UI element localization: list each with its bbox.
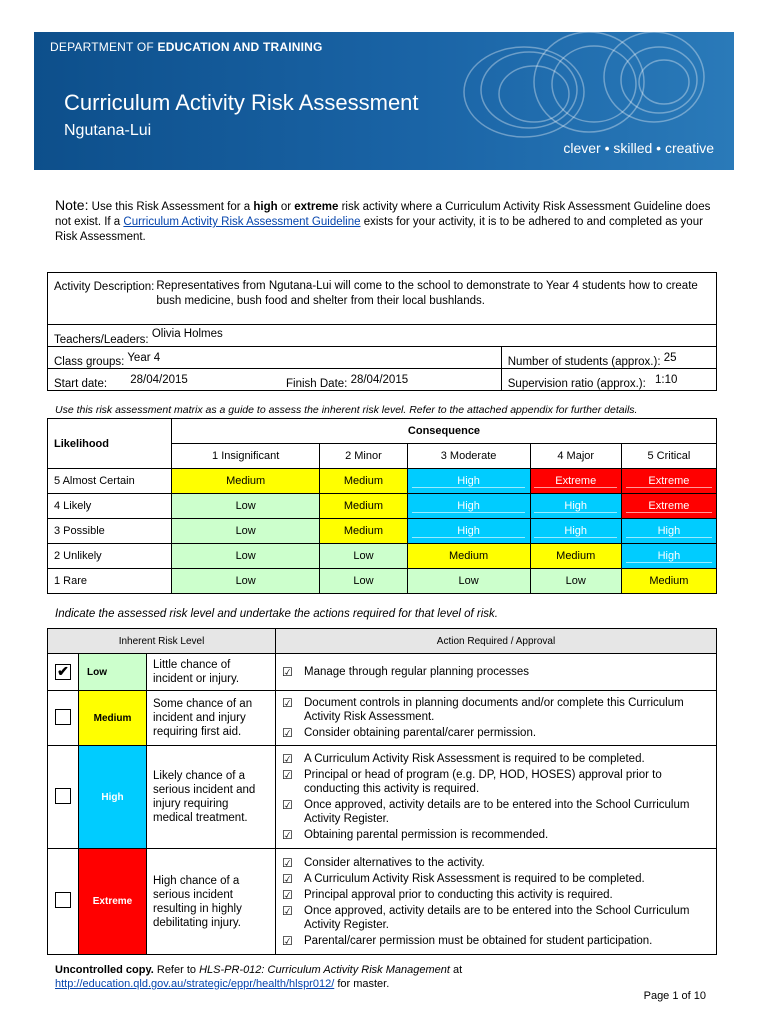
risk-actions-table (47, 628, 717, 955)
action-item-text: Parental/carer permission must be obtained for student participation. (304, 934, 653, 947)
checkbox-cell (48, 746, 79, 849)
checked-box-icon: ☑ (282, 903, 293, 918)
risk-level-text: Medium (343, 525, 383, 537)
action-list (276, 654, 717, 691)
teachers-value[interactable]: Olivia Holmes (151, 328, 223, 340)
start-date-label: Start date: (54, 378, 108, 390)
likelihood-label: 1 Rare (48, 569, 172, 594)
footer-note: Uncontrolled copy. Refer to HLS-PR-012: Curriculum Activity Risk Management at http://education.qld.gov.au/strategic/eppr/health/hlspr012/ for master. (55, 964, 463, 990)
note-paragraph: Note: Use this Risk Assessment for a high or extreme risk activity where a Curriculum Activity Risk Assessment Guideline does not exist. If a Curriculum Activity Risk Assessment Guideline exists for your activity, it is to be adhered to and completed as your Risk Assessment. (55, 197, 711, 243)
risk-level-text: Low (353, 575, 374, 587)
action-list (276, 849, 717, 955)
action-list (276, 691, 717, 746)
risk-level-text: Low (235, 525, 256, 537)
matrix-cell (407, 469, 530, 494)
checked-box-icon: ☑ (282, 798, 293, 812)
risk-level-text: Medium (226, 475, 266, 487)
matrix-cell (320, 519, 407, 544)
risk-level-checkbox[interactable] (55, 892, 71, 908)
consequence-header: Consequence (172, 419, 717, 444)
checked-box-icon: ☑ (282, 768, 293, 782)
risk-level-row (48, 691, 717, 746)
matrix-cell (621, 569, 716, 594)
action-item-text: Manage through regular planning processes (304, 666, 530, 678)
likelihood-label: 4 Likely (48, 494, 172, 519)
matrix-row (48, 544, 717, 569)
risk-level-description: Little chance of incident or injury. (147, 654, 276, 691)
likelihood-header: Likelihood (48, 419, 172, 469)
risk-level-row (48, 849, 717, 955)
action-item-text: Principal or head of program (e.g. DP, HOD, HOSES) approval prior to conducting this activity is required. (304, 769, 662, 795)
checked-box-icon: ☑ (282, 871, 293, 886)
risk-level-text: Extreme (626, 500, 713, 513)
risk-level-text: Low (458, 575, 479, 587)
matrix-cell (530, 519, 621, 544)
supervision-ratio-value[interactable]: 1:10 (655, 374, 678, 386)
action-item-text: Document controls in planning documents and/or complete this Curriculum Activity Risk Assessment. (304, 697, 684, 723)
start-date-value[interactable]: 28/04/2015 (130, 374, 188, 386)
risk-level-text: Extreme (534, 475, 617, 488)
action-item (282, 752, 710, 766)
risk-level-text: Medium (343, 475, 383, 487)
action-item-text: A Curriculum Activity Risk Assessment is required to be completed. (304, 753, 645, 765)
risk-level-text: High (626, 550, 713, 563)
risk-level-checkbox[interactable]: ✔ (55, 664, 71, 680)
checked-box-icon: ☑ (282, 855, 293, 870)
risk-level-checkbox[interactable] (55, 788, 71, 804)
checked-box-icon: ☑ (282, 696, 293, 710)
class-groups-value[interactable]: Year 4 (127, 352, 161, 364)
department-name: DEPARTMENT OF EDUCATION AND TRAINING (50, 40, 323, 54)
action-item (282, 872, 710, 886)
matrix-row (48, 569, 717, 594)
matrix-row (48, 494, 717, 519)
matrix-cell (172, 544, 320, 569)
activity-description-label: Activity Description: (54, 281, 155, 293)
matrix-cell (407, 494, 530, 519)
action-item (282, 888, 710, 902)
checked-box-icon: ☑ (282, 665, 293, 679)
action-item-text: Obtaining parental permission is recommended. (304, 829, 549, 841)
action-item (282, 904, 710, 932)
teachers-label: Teachers/Leaders: (54, 334, 149, 346)
likelihood-label: 3 Possible (48, 519, 172, 544)
matrix-cell (172, 569, 320, 594)
checked-box-icon: ☑ (282, 887, 293, 902)
risk-level-text: High (534, 525, 617, 538)
consequence-column-header: 3 Moderate (407, 444, 530, 469)
risk-level-text: High (626, 525, 713, 538)
action-item (282, 828, 710, 842)
consequence-column-header: 2 Minor (320, 444, 407, 469)
page-title: Curriculum Activity Risk Assessment (64, 90, 419, 115)
class-groups-label: Class groups: (54, 356, 125, 368)
risk-level-text: Low (235, 575, 256, 587)
matrix-cell (407, 544, 530, 569)
action-item-text: Once approved, activity details are to be entered into the School Curriculum Activity Register. (304, 799, 690, 825)
matrix-cell (172, 469, 320, 494)
action-item (282, 856, 710, 870)
risk-level-text: Medium (556, 550, 596, 562)
action-item-text: Principal approval prior to conducting this activity is required. (304, 888, 613, 901)
risk-level-label: High (79, 746, 147, 849)
risk-level-text: High (412, 475, 524, 488)
risk-level-label: Extreme (79, 849, 147, 955)
finish-date-value[interactable]: 28/04/2015 (350, 374, 409, 386)
matrix-caption: Use this risk assessment matrix as a guide to assess the inherent risk level. Refer to the attached appendix for further details. (55, 404, 638, 416)
consequence-column-header: 1 Insignificant (172, 444, 320, 469)
tagline: clever • skilled • creative (563, 140, 714, 156)
matrix-cell (530, 569, 621, 594)
matrix-cell (621, 519, 716, 544)
students-label: Number of students (approx.): (507, 356, 661, 368)
action-item-text: A Curriculum Activity Risk Assessment is required to be completed. (304, 872, 645, 885)
likelihood-label: 5 Almost Certain (48, 469, 172, 494)
risk-matrix-table (47, 418, 717, 594)
risk-level-label: Low (79, 654, 147, 691)
risk-level-description: Some chance of an incident and injury requiring first aid. (147, 691, 276, 746)
matrix-cell (172, 519, 320, 544)
checkbox-cell (48, 691, 79, 746)
matrix-cell (320, 494, 407, 519)
matrix-cell (530, 469, 621, 494)
matrix-row (48, 469, 717, 494)
risk-level-text: High (412, 500, 524, 513)
action-item-text: Consider obtaining parental/carer permission. (304, 727, 537, 739)
matrix-cell (621, 469, 716, 494)
action-item (282, 665, 710, 679)
activity-info-table (47, 272, 717, 391)
risk-level-text: High (534, 500, 617, 513)
page-number: Page 1 of 10 (643, 990, 706, 1002)
risk-level-text: Low (353, 550, 374, 562)
matrix-cell (530, 494, 621, 519)
matrix-row (48, 519, 717, 544)
checked-box-icon: ☑ (282, 933, 293, 948)
checked-box-icon: ☑ (282, 726, 293, 740)
master-document-link[interactable]: http://education.qld.gov.au/strategic/eppr/health/hlspr012/ (55, 978, 335, 990)
risk-level-text: Medium (343, 500, 383, 512)
matrix-cell (530, 544, 621, 569)
action-required-header: Action Required / Approval (276, 629, 717, 654)
supervision-ratio-label: Supervision ratio (approx.): (507, 378, 646, 390)
activity-description-value[interactable]: Representatives from Ngutana-Lui will come to the school to demonstrate to Year 4 students how to create bush medicine, bush food and shelter from their local bushlands. (156, 280, 698, 307)
risk-level-text: Medium (649, 575, 689, 587)
matrix-cell (320, 569, 407, 594)
checkbox-cell (48, 654, 79, 691)
risk-level-text: High (412, 525, 524, 538)
matrix-cell (320, 469, 407, 494)
action-item (282, 934, 710, 948)
risk-level-text: Medium (449, 550, 489, 562)
risk-level-checkbox[interactable] (55, 709, 71, 725)
risk-level-text: Extreme (626, 475, 713, 488)
header-banner (34, 32, 734, 170)
action-list (276, 746, 717, 849)
risk-level-text: Low (235, 550, 256, 562)
page-subtitle: Ngutana-Lui (64, 122, 152, 139)
matrix-cell (407, 519, 530, 544)
risk-level-row (48, 654, 717, 691)
risk-level-description: High chance of a serious incident resulting in highly debilitating injury. (147, 849, 276, 955)
consequence-column-header: 5 Critical (621, 444, 716, 469)
inherent-risk-level-header: Inherent Risk Level (48, 629, 276, 654)
students-value[interactable]: 25 (663, 352, 677, 364)
finish-date-label: Finish Date: (286, 378, 348, 390)
risk-level-row (48, 746, 717, 849)
consequence-column-header: 4 Major (530, 444, 621, 469)
action-item-text: Consider alternatives to the activity. (304, 856, 485, 869)
matrix-cell (172, 494, 320, 519)
matrix-cell (407, 569, 530, 594)
action-item (282, 726, 710, 740)
checked-box-icon: ☑ (282, 828, 293, 842)
risk-level-text: Low (565, 575, 586, 587)
matrix-cell (621, 494, 716, 519)
risk-level-text: Low (235, 500, 256, 512)
action-item (282, 696, 710, 724)
matrix-cell (621, 544, 716, 569)
guideline-link[interactable]: Curriculum Activity Risk Assessment Guideline (123, 216, 361, 228)
action-item (282, 798, 710, 826)
risk-level-description: Likely chance of a serious incident and injury requiring medical treatment. (147, 746, 276, 849)
action-item (282, 768, 710, 796)
checkbox-cell (48, 849, 79, 955)
likelihood-label: 2 Unlikely (48, 544, 172, 569)
matrix-cell (320, 544, 407, 569)
risk-level-label: Medium (79, 691, 147, 746)
actions-caption: Indicate the assessed risk level and undertake the actions required for that level of risk. (55, 608, 498, 620)
checked-box-icon: ☑ (282, 752, 293, 766)
action-item-text: Once approved, activity details are to be entered into the School Curriculum Activity Register. (304, 904, 690, 931)
